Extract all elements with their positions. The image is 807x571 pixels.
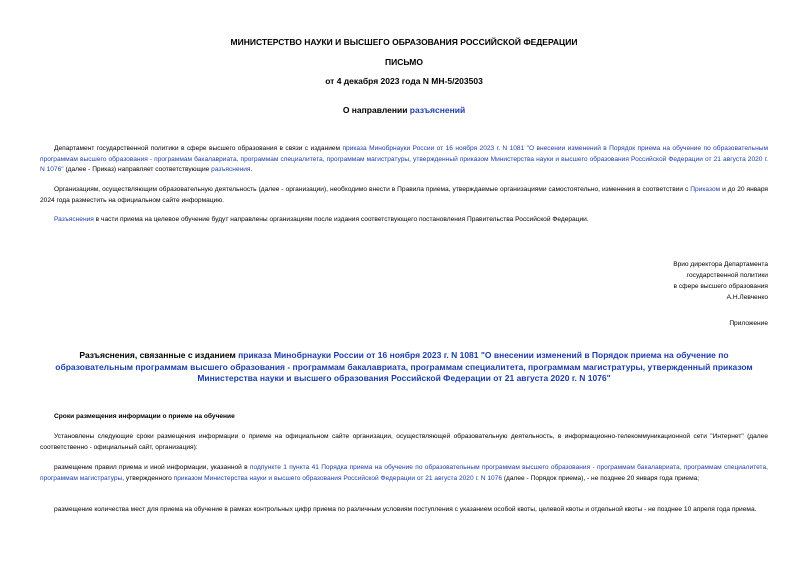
body-paragraph-2 — [40, 185, 768, 206]
p2-text-1: Организациям, осуществляющим образовательную деятельность (далее - организации), необходимо внести в Правила приема, утверждаемые организациями самостоятельно, изменения в соответствии с — [54, 186, 691, 193]
order-1081-link[interactable]: приказа Минобрнауки России от 16 ноября 2023 г. N 1081 "О внесении изменений в Порядок приема на обучение по образовательным программам высшего образования - программам бакалавриата, программам специалитета, программам магистратуры, утвержденный приказом Министерства науки и высшего образования Российской Федерации от 21 августа 2020 г. N 1076" — [40, 145, 768, 174]
signature-name: А.Н.Левченко — [726, 294, 768, 301]
body-paragraph-3 — [40, 215, 768, 226]
p1-text-1: Департамент государственной политики в сфере высшего образования в связи с изданием — [54, 145, 343, 152]
ap2-text-1: размещение правил приема и иной информации, указанной в — [54, 464, 250, 471]
appendix-title — [40, 350, 768, 385]
order-1076-link[interactable]: приказом Министерства науки и высшего образования Российской Федерации от 21 августа 2020 г. N 1076 — [173, 474, 502, 482]
admission-procedure-link[interactable]: подпункте 1 пункта 41 Порядка приема на обучение по образовательным программам высшего образования - программам бакалавриата, программам специалитета, программам магистратуры — [40, 464, 768, 482]
p3-text-1: в части приема на целевое обучение будут направлены организациям после издания соответствующего постановления Правительства Российской Федерации. — [93, 216, 589, 223]
appendix-paragraph-2 — [40, 463, 768, 484]
clarifications-link-2[interactable]: Разъяснения — [54, 216, 94, 223]
ap2-text-3: (далее - Порядок приема), - не позднее 20 января года приема; — [502, 474, 700, 482]
appendix-title-prefix: Разъяснения, связанные с изданием — [79, 350, 239, 360]
appendix-label: Приложение — [729, 320, 768, 327]
subject-prefix: О направлении — [342, 105, 410, 115]
section-heading: Сроки размещения информации о приеме на обучение — [54, 413, 235, 420]
order-link[interactable]: Приказом — [690, 186, 721, 193]
date-number-heading: от 4 декабря 2023 года N МН-5/203503 — [325, 76, 483, 86]
clarifications-link[interactable]: разъяснения — [211, 166, 251, 174]
signature-block — [568, 259, 768, 303]
p1-text-3: . — [250, 166, 253, 174]
document-type-heading: ПИСЬМО — [385, 57, 423, 67]
subject-link[interactable]: разъяснений — [409, 105, 466, 115]
body-paragraph-1 — [40, 144, 768, 176]
subject-heading — [40, 105, 768, 116]
appendix-paragraph-3: размещение количества мест для приема на обучение в рамках контрольных цифр приема по различным условиям поступления с указанием особой квоты, целевой квоты и отдельной квоты - не позднее 10 апреля года приема. — [54, 506, 757, 513]
appendix-paragraph-1: Установлены следующие сроки размещения информации о приеме на официальном сайте организации, осуществляющей образовательную деятельность, в информационно-телекоммуникационной сети "Интернет" (далее соответственно - официальный сайт, организация): — [40, 433, 768, 451]
signature-position-line-2: государственной политики — [686, 272, 768, 279]
signature-position-line-1: Врио директора Департамента — [673, 261, 768, 268]
p2-text-2: и до 20 января 2024 года разместить на официальном сайте информацию. — [40, 186, 768, 204]
signature-position-line-3: в сфере высшего образования — [673, 283, 768, 290]
ministry-heading: МИНИСТЕРСТВО НАУКИ И ВЫСШЕГО ОБРАЗОВАНИЯ РОССИЙСКОЙ ФЕДЕРАЦИИ — [230, 37, 578, 47]
ap2-text-2: , утвержденного — [122, 474, 174, 482]
p1-text-2: (далее - Приказ) направляет соответствующие — [63, 166, 212, 174]
appendix-title-link[interactable]: приказа Минобрнауки России от 16 ноября 2023 г. N 1081 "О внесении изменений в Порядок приема на обучение по образовательным программам высшего образования - программам бакалавриата, программам специалитета, программам магистратуры, утвержденный приказом Министерства науки и высшего образования Российской Федерации от 21 августа 2020 г. N 1076" — [55, 350, 753, 383]
